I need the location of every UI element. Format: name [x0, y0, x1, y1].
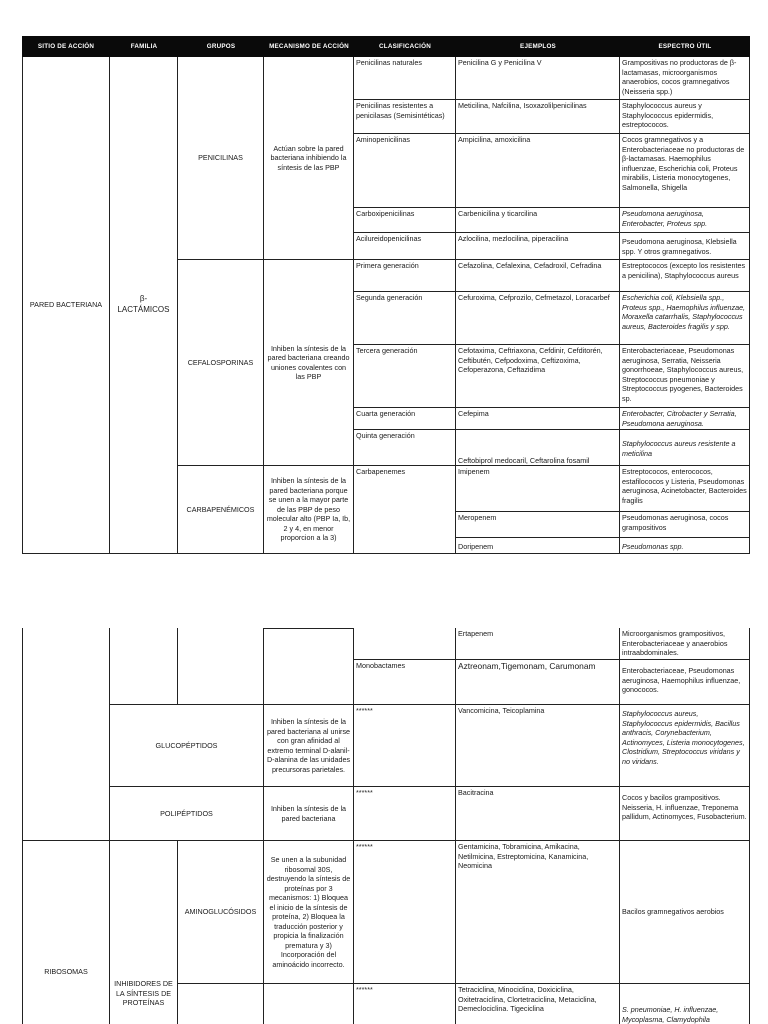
- espectro-cell: Pseudomonas spp.: [620, 538, 750, 554]
- espectro-cell: Bacilos gramnegativos aerobios: [620, 841, 750, 984]
- espectro-cell: Pseudomona aeruginosa, Enterobacter, Proteus spp.: [620, 208, 750, 233]
- espectro-cell: Estreptococos, enterococos, estafilococos y Listeria, Pseudomonas aeruginosa, Acinetobacter, Bacteroides fragilis: [620, 466, 750, 512]
- ejemplos-cell: Cefuroxima, Cefprozilo, Cefmetazol, Loracarbef: [456, 292, 620, 345]
- ejemplos-cell: Aztreonam,Tigemonam, Carumonam: [456, 660, 620, 705]
- ejemplos-cell: Meticilina, Nafcilina, Isoxazolilpenicilinas: [456, 100, 620, 134]
- espectro-cell: Staphylococcus aureus, Staphylococcus epidermidis, Bacillus anthracis, Corynebacterium, Actinomyces, Listeria monocytogenes, Clostridium, Streptococcus viridans y no viridans.: [620, 705, 750, 787]
- ejemplos-cell: Carbenicilina y ticarcilina: [456, 208, 620, 233]
- ejemplos-cell: Bacitracina: [456, 787, 620, 841]
- mecanismo-carbapenemicos: Inhiben la síntesis de la pared bacteriana porque se unen a la mayor parte de las PBP de peso molecular alto (PBP Ia, Ib, 2 y 4, en menor proporcion a la 3): [264, 466, 354, 554]
- ejemplos-cell: Imipenem: [456, 466, 620, 512]
- espectro-cell: Microorganismos grampositivos, Enterobacteriaceae y anaerobios intraabdominales.: [620, 628, 750, 660]
- espectro-cell: Cocos y bacilos grampositivos. Neisseria, H. influenzae, Treponema pallidum, Actinomyces, Fusobacterium.: [620, 787, 750, 841]
- mecanismo-polipeptidos: Inhiben la síntesis de la pared bacteriana: [264, 787, 354, 841]
- clasificacion-cell: Penicilinas resistentes a penicilasas (Semisintéticas): [354, 100, 456, 134]
- sitio-ribosomas: RIBOSOMAS: [22, 841, 110, 1024]
- sitio-cell: PARED BACTERIANA: [22, 57, 110, 554]
- grupo-cefalosporinas: CEFALOSPORINAS: [178, 260, 264, 466]
- header-clasificacion: CLASIFICACIÓN: [354, 36, 456, 57]
- header-grupos: GRUPOS: [178, 36, 264, 57]
- grupo-cell-empty: [178, 984, 264, 1024]
- mecanismo-cell-empty: [264, 984, 354, 1024]
- ejemplos-cell: Cefazolina, Cefalexina, Cefadroxil, Cefradina: [456, 260, 620, 292]
- familia-cell-empty: [110, 628, 178, 705]
- clasificacion-cell: Cuarta generación: [354, 408, 456, 430]
- clasificacion-cell: Acilureidopenicilinas: [354, 233, 456, 260]
- espectro-cell: Enterobacter, Citrobacter y Serratia, Pseudomona aeruginosa.: [620, 408, 750, 430]
- header-sitio: SITIO DE ACCIÓN: [22, 36, 110, 57]
- espectro-cell: Enterobacteriaceae, Pseudomonas aeruginosa, Haemophilus influenzae, gonococos.: [620, 660, 750, 705]
- ejemplos-cell: Penicilina G y Penicilina V: [456, 57, 620, 100]
- header-espectro: ESPECTRO ÚTIL: [620, 36, 750, 57]
- ejemplos-cell: Vancomicina, Teicoplamina: [456, 705, 620, 787]
- ejemplos-cell: Tetraciclina, Minociclina, Doxiciclina, Oxitetraciclina, Clortetraciclina, Metaciclina, Demeclociclina. Tigeciclina: [456, 984, 620, 1024]
- clasificacion-cell: Carboxipenicilinas: [354, 208, 456, 233]
- espectro-cell: Enterobacteriaceae, Pseudomonas aeruginosa, Serratia, Neisseria gonorrhoeae, Staphylococcus aureus, Streptococcus pneumoniae y Streptococcus pyogenes, Bacteroides sp.: [620, 345, 750, 408]
- espectro-cell: Staphylococcus aureus y Staphylococcus epidermidis, estreptococos.: [620, 100, 750, 134]
- ejemplos-cell: Cefotaxima, Ceftriaxona, Cefdinir, Cefditorén, Ceftibutén, Cefpodoxima, Ceftizoxima, Cefoperazona, Ceftazidima: [456, 345, 620, 408]
- mecanismo-cell-empty: [264, 628, 354, 705]
- espectro-cell: Escherichia coli, Klebsiella spp., Proteus spp., Haemophilus influenzae, Moraxella catarrhalis, Staphylococcus aureus, Bacteroides fragilis y spp.: [620, 292, 750, 345]
- familia-inhibidores: INHIBIDORES DE LA SÍNTESIS DE PROTEÍNAS: [110, 841, 178, 1024]
- espectro-cell: Cocos gramnegativos y a Enterobacteriaceae no productoras de β-lactamasas. Haemophilus influenzae, Escherichia coli, Proteus mirabilis, Listeria monocytogenes, Salmonella, Shigella: [620, 134, 750, 208]
- clasificacion-cell: ******: [354, 787, 456, 841]
- clasificacion-cell: Quinta generación: [354, 430, 456, 466]
- clasificacion-cell: Primera generación: [354, 260, 456, 292]
- espectro-cell: Staphylococcus aureus resistente a meticilina: [620, 430, 750, 466]
- ejemplos-cell: Ampicilina, amoxicilina: [456, 134, 620, 208]
- mecanismo-glucopeptidos: Inhiben la síntesis de la pared bacteriana al unirse con gran afinidad al extremo terminal D-alanil-D-alanina de las unidades precursoras parietales.: [264, 705, 354, 787]
- grupo-carbapenemicos: CARBAPENÉMICOS: [178, 466, 264, 554]
- mecanismo-penicilinas: Actúan sobre la pared bacteriana inhibiendo la síntesis de las PBP: [264, 57, 354, 260]
- mecanismo-cefalosporinas: Inhiben la síntesis de la pared bacteriana creando uniones covalentes con las PBP: [264, 260, 354, 466]
- grupo-aminoglucosidos: AMINOGLUCÓSIDOS: [178, 841, 264, 984]
- header-ejemplos: EJEMPLOS: [456, 36, 620, 57]
- clasificacion-cell: [354, 628, 456, 660]
- espectro-cell: Pseudomonas aeruginosa, cocos grampositivos: [620, 512, 750, 538]
- ejemplos-cell: Azlocilina, mezlocilina, piperacilina: [456, 233, 620, 260]
- clasificacion-cell: Tercera generación: [354, 345, 456, 408]
- mecanismo-aminoglucosidos: Se unen a la subunidad ribosomal 30S, destruyendo la síntesis de proteínas por 3 mecanismos: 1) Bloquea el inicio de la síntesis de proteína, 2) Bloquea la traducción posterior y propicia la finalización prematura y 3) Incorporación del aminoácido incorrecto.: [264, 841, 354, 984]
- ejemplos-cell: Ertapenem: [456, 628, 620, 660]
- ejemplos-cell: Cefepima: [456, 408, 620, 430]
- grupo-penicilinas: PENICILINAS: [178, 57, 264, 260]
- familia-cell: β- LACTÁMICOS: [110, 57, 178, 554]
- clasificacion-cell: ******: [354, 984, 456, 1024]
- ejemplos-cell: Gentamicina, Tobramicina, Amikacina, Netilmicina, Estreptomicina, Kanamicina, Neomicina: [456, 841, 620, 984]
- ejemplos-cell: Ceftobiprol medocaril, Ceftarolina fosamil: [456, 430, 620, 466]
- espectro-cell: Pseudomona aeruginosa, Klebsiella spp. Y otros gramnegativos.: [620, 233, 750, 260]
- clasificacion-cell: ******: [354, 841, 456, 984]
- grupo-glucopeptidos: GLUCOPÉPTIDOS: [110, 705, 264, 787]
- sitio-cell-empty: [22, 628, 110, 841]
- grupo-cell-empty: [178, 628, 264, 705]
- clasificacion-cell: Monobactames: [354, 660, 456, 705]
- clasificacion-cell: Segunda generación: [354, 292, 456, 345]
- clasificacion-cell: Aminopenicilinas: [354, 134, 456, 208]
- espectro-cell: S. pneumoniae, H. influenzae, Mycoplasma, Clamydophila: [620, 984, 750, 1024]
- header-mecanismo: MECANISMO DE ACCIÓN: [264, 36, 354, 57]
- espectro-cell: Grampositivas no productoras de β-lactamasas, microorganismos anaerobios, cocos gramnegativos (Neisseria spp.): [620, 57, 750, 100]
- grupo-polipeptidos: POLIPÉPTIDOS: [110, 787, 264, 841]
- header-familia: FAMILIA: [110, 36, 178, 57]
- clasificacion-cell: ******: [354, 705, 456, 787]
- espectro-cell: Estreptococos (excepto los resistentes a penicilina), Staphylococcus aureus: [620, 260, 750, 292]
- clasificacion-cell: Penicilinas naturales: [354, 57, 456, 100]
- clasificacion-cell: Carbapenemes: [354, 466, 456, 554]
- ejemplos-cell: Meropenem: [456, 512, 620, 538]
- ejemplos-cell: Doripenem: [456, 538, 620, 554]
